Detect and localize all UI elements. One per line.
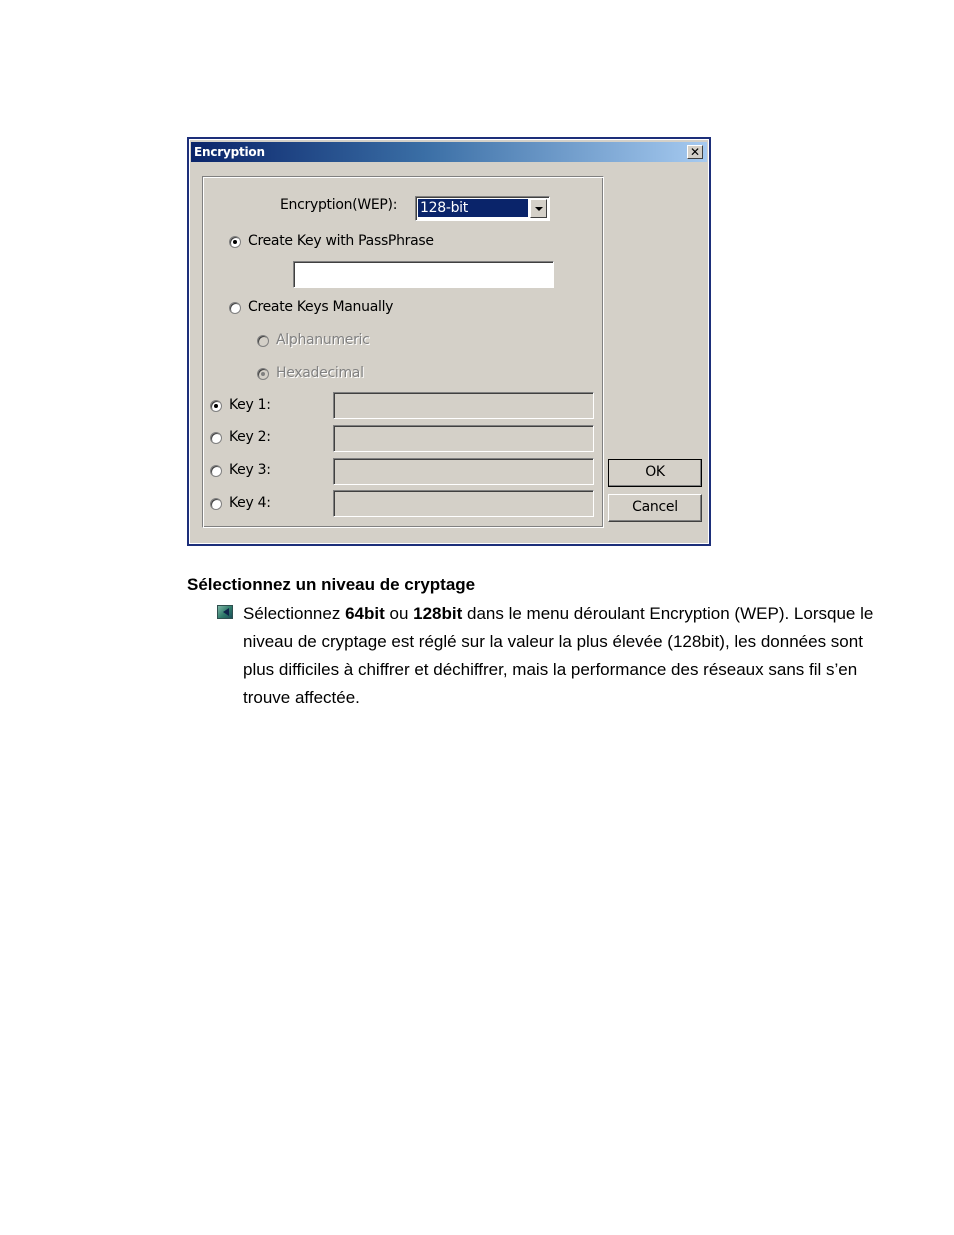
key4-input[interactable]: [333, 490, 594, 517]
chevron-down-icon[interactable]: [530, 199, 547, 218]
dialog-title: Encryption: [194, 145, 265, 159]
cancel-button[interactable]: Cancel: [608, 494, 702, 522]
key3-label: Key 3:: [229, 462, 271, 478]
para-text-1: Sélectionnez: [243, 604, 346, 623]
key2-label: Key 2:: [229, 429, 271, 445]
hexadecimal-label: Hexadecimal: [276, 365, 364, 381]
section-heading: Sélectionnez un niveau de cryptage: [187, 575, 476, 594]
key1-radio[interactable]: [210, 400, 222, 412]
encryption-wep-selected-value: 128-bit: [418, 199, 528, 217]
key1-input[interactable]: [333, 392, 594, 419]
alphanumeric-label: Alphanumeric: [276, 332, 370, 348]
manual-keys-radio[interactable]: [229, 302, 241, 314]
key3-input[interactable]: [333, 458, 594, 485]
alphanumeric-radio[interactable]: [257, 335, 269, 347]
ok-button[interactable]: OK: [608, 459, 702, 487]
passphrase-option-label: Create Key with PassPhrase: [248, 233, 434, 249]
key2-input[interactable]: [333, 425, 594, 452]
para-text-3: dans le menu déroulant Encryption (WEP). Lorsque le niveau de cryptage est réglé sur la valeur la plus élevée (128bit), les données sont plus difficiles à chiffrer et déchiffrer, mais la performance des réseaux sans fil s’en trouve affectée.: [243, 604, 874, 707]
para-bold-64bit: 64bit: [345, 604, 385, 623]
close-icon: ✕: [689, 145, 701, 159]
close-button[interactable]: [687, 145, 703, 159]
bullet-arrow-icon: [217, 605, 233, 619]
para-text-2: ou: [384, 604, 414, 623]
key1-label: Key 1:: [229, 397, 271, 413]
passphrase-input[interactable]: [293, 261, 554, 288]
title-bar[interactable]: [191, 142, 707, 162]
encryption-dialog: [187, 137, 711, 546]
key4-radio[interactable]: [210, 498, 222, 510]
dialog-body: [189, 139, 709, 544]
key3-radio[interactable]: [210, 465, 222, 477]
key2-radio[interactable]: [210, 432, 222, 444]
para-bold-128bit: 128bit: [413, 604, 463, 623]
bullet-paragraph: [243, 600, 883, 712]
encryption-wep-select[interactable]: [415, 196, 550, 221]
hexadecimal-radio[interactable]: [257, 368, 269, 380]
encryption-wep-label: Encryption(WEP):: [280, 197, 398, 213]
manual-keys-option-label: Create Keys Manually: [248, 299, 394, 315]
passphrase-radio[interactable]: [229, 236, 241, 248]
key4-label: Key 4:: [229, 495, 271, 511]
